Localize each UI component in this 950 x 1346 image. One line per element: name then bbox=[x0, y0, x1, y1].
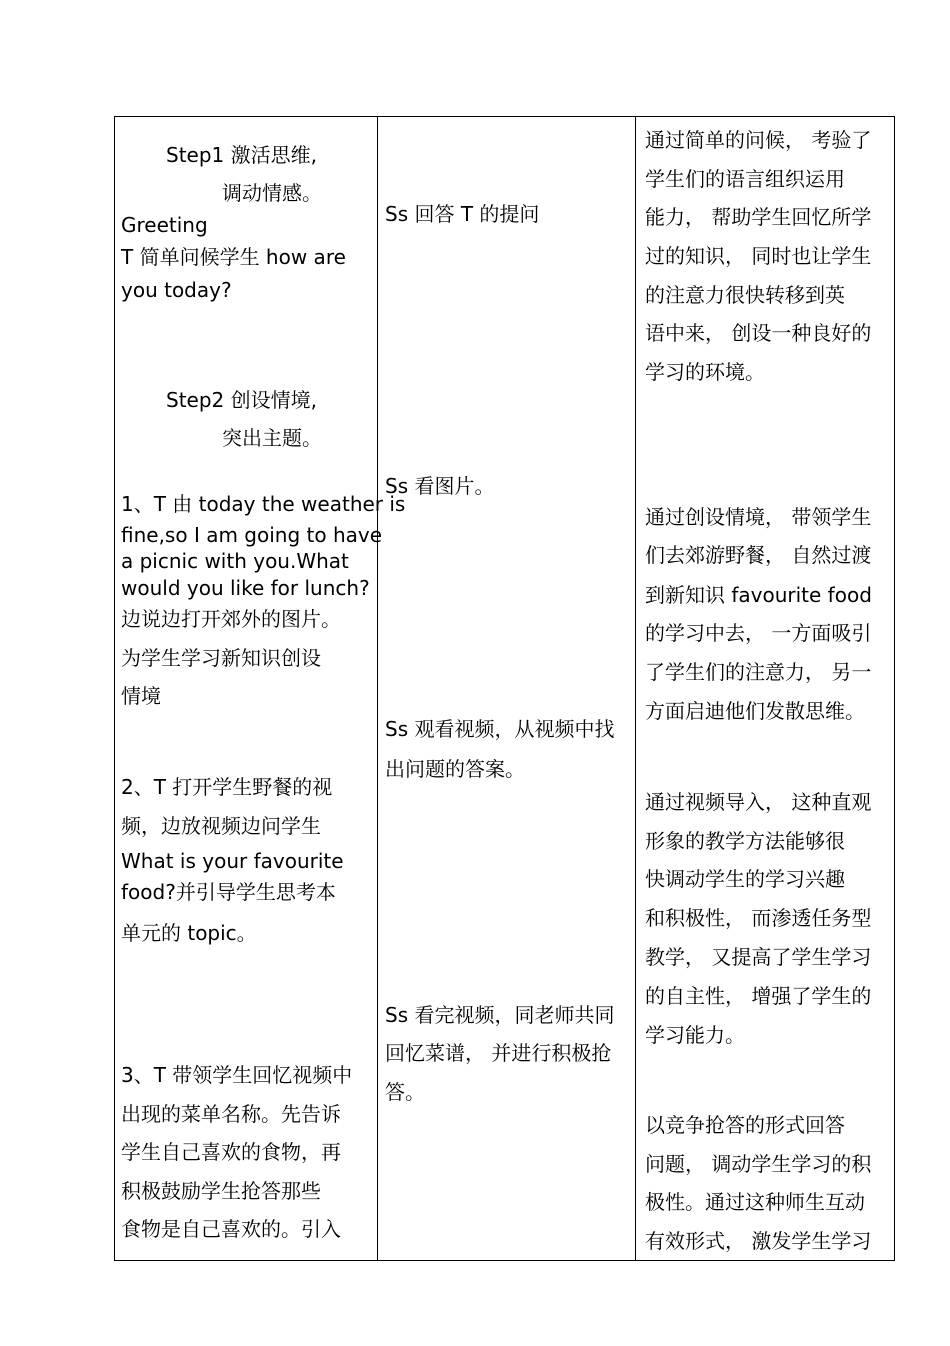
col2-text-line: 答。 bbox=[385, 1080, 425, 1104]
col2-text-line: 出问题的答案。 bbox=[385, 757, 525, 781]
col3-text-line: 到新知识 favourite food bbox=[645, 583, 872, 607]
col2-text-line: Ss 回答 T 的提问 bbox=[385, 202, 540, 226]
col1-text-line: you today? bbox=[121, 278, 232, 302]
col3-text-line: 能力， 帮助学生回忆所学 bbox=[645, 205, 872, 229]
col3-text-line: 通过视频导入， 这种直观 bbox=[645, 790, 872, 814]
col1-text-line: 出现的菜单名称。先告诉 bbox=[121, 1102, 341, 1126]
col3-text-line: 通过简单的问候， 考验了 bbox=[645, 128, 872, 152]
col1-text-line: 积极鼓励学生抢答那些 bbox=[121, 1179, 321, 1203]
column-divider-1 bbox=[377, 117, 378, 1260]
column-divider-2 bbox=[635, 117, 636, 1260]
col3-text-line: 学生们的语言组织运用 bbox=[645, 167, 845, 191]
col3-text-line: 方面启迪他们发散思维。 bbox=[645, 699, 865, 723]
col1-text-line: 学生自己喜欢的食物，再 bbox=[121, 1140, 341, 1164]
col1-text-line: Step2 创设情境, bbox=[166, 388, 317, 412]
col3-text-line: 极性。通过这种师生互动 bbox=[645, 1190, 865, 1214]
col1-text-line: 2、T 打开学生野餐的视 bbox=[121, 775, 333, 799]
col1-text-line: fine,so I am going to have bbox=[121, 523, 383, 547]
col1-text-line: What is your favourite bbox=[121, 849, 344, 873]
col1-text-line: 单元的 topic。 bbox=[121, 921, 257, 945]
col1-text-line: T 简单问候学生 how are bbox=[121, 245, 346, 269]
col3-text-line: 通过创设情境， 带领学生 bbox=[645, 505, 872, 529]
col1-text-line: would you like for lunch? bbox=[121, 576, 370, 600]
col2-text-line: Ss 看完视频，同老师共同 bbox=[385, 1003, 615, 1027]
col3-text-line: 过的知识， 同时也让学生 bbox=[645, 244, 872, 268]
col2-text-line: Ss 看图片。 bbox=[385, 474, 495, 498]
col3-text-line: 问题， 调动学生学习的积 bbox=[645, 1152, 872, 1176]
col1-text-line: Greeting bbox=[121, 213, 208, 237]
col1-text-line: 突出主题。 bbox=[222, 426, 322, 450]
col3-text-line: 教学， 又提高了学生学习 bbox=[645, 945, 872, 969]
col2-text-line: 回忆菜谱， 并进行积极抢 bbox=[385, 1041, 612, 1065]
col3-text-line: 们去郊游野餐， 自然过渡 bbox=[645, 543, 872, 567]
col1-text-line: 情境 bbox=[121, 684, 161, 708]
col3-text-line: 的注意力很快转移到英 bbox=[645, 283, 845, 307]
col3-text-line: 的自主性， 增强了学生的 bbox=[645, 984, 872, 1008]
col1-text-line: 频，边放视频边问学生 bbox=[121, 814, 321, 838]
col3-text-line: 形象的教学方法能够很 bbox=[645, 829, 845, 853]
col3-text-line: 学习的环境。 bbox=[645, 360, 765, 384]
col2-text-line: Ss 观看视频，从视频中找 bbox=[385, 717, 615, 741]
col3-text-line: 以竞争抢答的形式回答 bbox=[645, 1113, 845, 1137]
col1-text-line: food?并引导学生思考本 bbox=[121, 880, 336, 904]
col1-text-line: a picnic with you.What bbox=[121, 549, 349, 573]
col3-text-line: 和积极性， 而渗透任务型 bbox=[645, 906, 872, 930]
col1-text-line: 为学生学习新知识创设 bbox=[121, 646, 321, 670]
col1-text-line: Step1 激活思维, bbox=[166, 143, 317, 167]
col3-text-line: 的学习中去， 一方面吸引 bbox=[645, 621, 872, 645]
col1-text-line: 1、T 由 today the weather is bbox=[121, 492, 406, 516]
col3-text-line: 了学生们的注意力， 另一 bbox=[645, 660, 872, 684]
col1-text-line: 边说边打开郊外的图片。 bbox=[121, 607, 341, 631]
col1-text-line: 3、T 带领学生回忆视频中 bbox=[121, 1063, 353, 1087]
col1-text-line: 食物是自己喜欢的。引入 bbox=[121, 1217, 341, 1241]
col1-text-line: 调动情感。 bbox=[222, 181, 322, 205]
col3-text-line: 学习能力。 bbox=[645, 1023, 745, 1047]
col3-text-line: 有效形式， 激发学生学习 bbox=[645, 1229, 872, 1253]
col3-text-line: 快调动学生的学习兴趣 bbox=[645, 867, 845, 891]
col3-text-line: 语中来， 创设一种良好的 bbox=[645, 321, 872, 345]
